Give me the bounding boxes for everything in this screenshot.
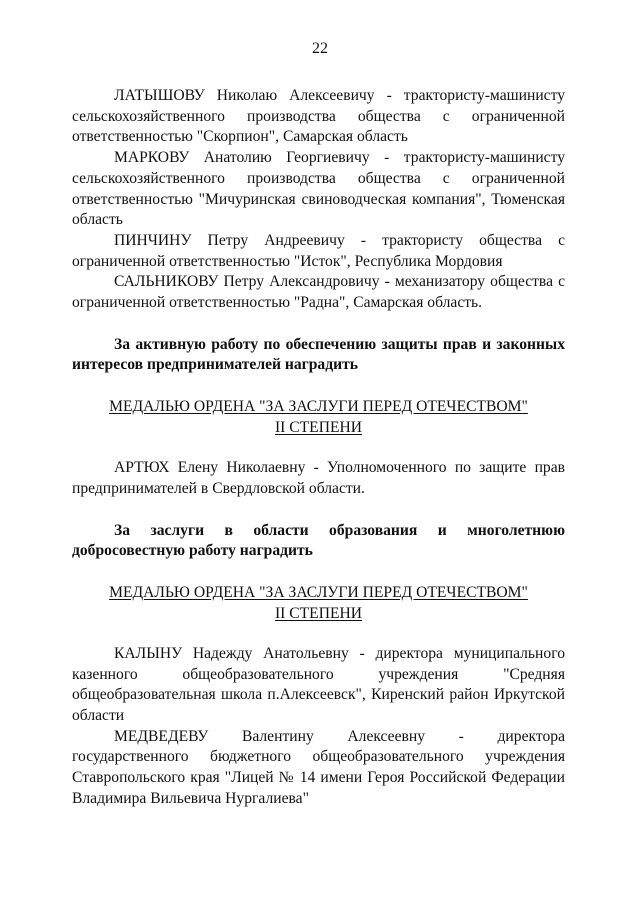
award-reason-phrase: За заслуги в области образования и многолетнюю добросовестную работу наградить bbox=[72, 521, 565, 560]
award-entry: МАРКОВУ Анатолию Георгиевичу - трактористу-машинисту сельскохозяйственного производства общества с ограниченной ответственностью "Мичуринская свиноводческая компания", Тюменская область bbox=[72, 149, 565, 229]
award-reason-phrase: За активную работу по обеспечению защиты прав и законных интересов предпринимателей наградить bbox=[72, 335, 565, 374]
page-number: 22 bbox=[312, 40, 328, 57]
award-entry: ЛАТЫШОВУ Николаю Алексеевичу - трактористу-машинисту сельскохозяйственного производства общества с ограниченной ответственностью "Скорпион", Самарская область bbox=[72, 87, 565, 146]
document-body bbox=[72, 86, 565, 810]
award-entry: МЕДВЕДЕВУ Валентину Алексеевну - директора государственного бюджетного общеобразовательного учреждения Ставропольского края "Лицей № 14 имени Героя Российской Федерации Владимира Вильевича Нургалиева" bbox=[72, 727, 565, 807]
award-degree-line: II СТЕПЕНИ bbox=[274, 419, 363, 437]
award-list-tractor-drivers bbox=[72, 86, 565, 314]
award-degree-line: II СТЕПЕНИ bbox=[274, 604, 363, 622]
award-title-line: МЕДАЛЬЮ ОРДЕНА "ЗА ЗАСЛУГИ ПЕРЕД ОТЕЧЕСТВОМ" bbox=[109, 583, 528, 601]
award-title-line: МЕДАЛЬЮ ОРДЕНА "ЗА ЗАСЛУГИ ПЕРЕД ОТЕЧЕСТВОМ" bbox=[109, 398, 528, 416]
award-entry: КАЛЫНУ Надежду Анатольевну - директора муниципального казенного общеобразовательного учреждения "Средняя общеобразовательная школа п.Алексеевск", Киренский район Иркутской области bbox=[72, 644, 565, 725]
award-entry: САЛЬНИКОВУ Петру Александровичу - механизатору общества с ограниченной ответственностью "Радна", Самарская область. bbox=[72, 273, 565, 312]
award-entry: АРТЮХ Елену Николаевну - Уполномоченного по защите прав предпринимателей в Свердловской области. bbox=[72, 459, 565, 497]
award-entry: ПИНЧИНУ Петру Андреевичу - трактористу общества с ограниченной ответственностью "Исток", Республика Мордовия bbox=[72, 231, 565, 270]
